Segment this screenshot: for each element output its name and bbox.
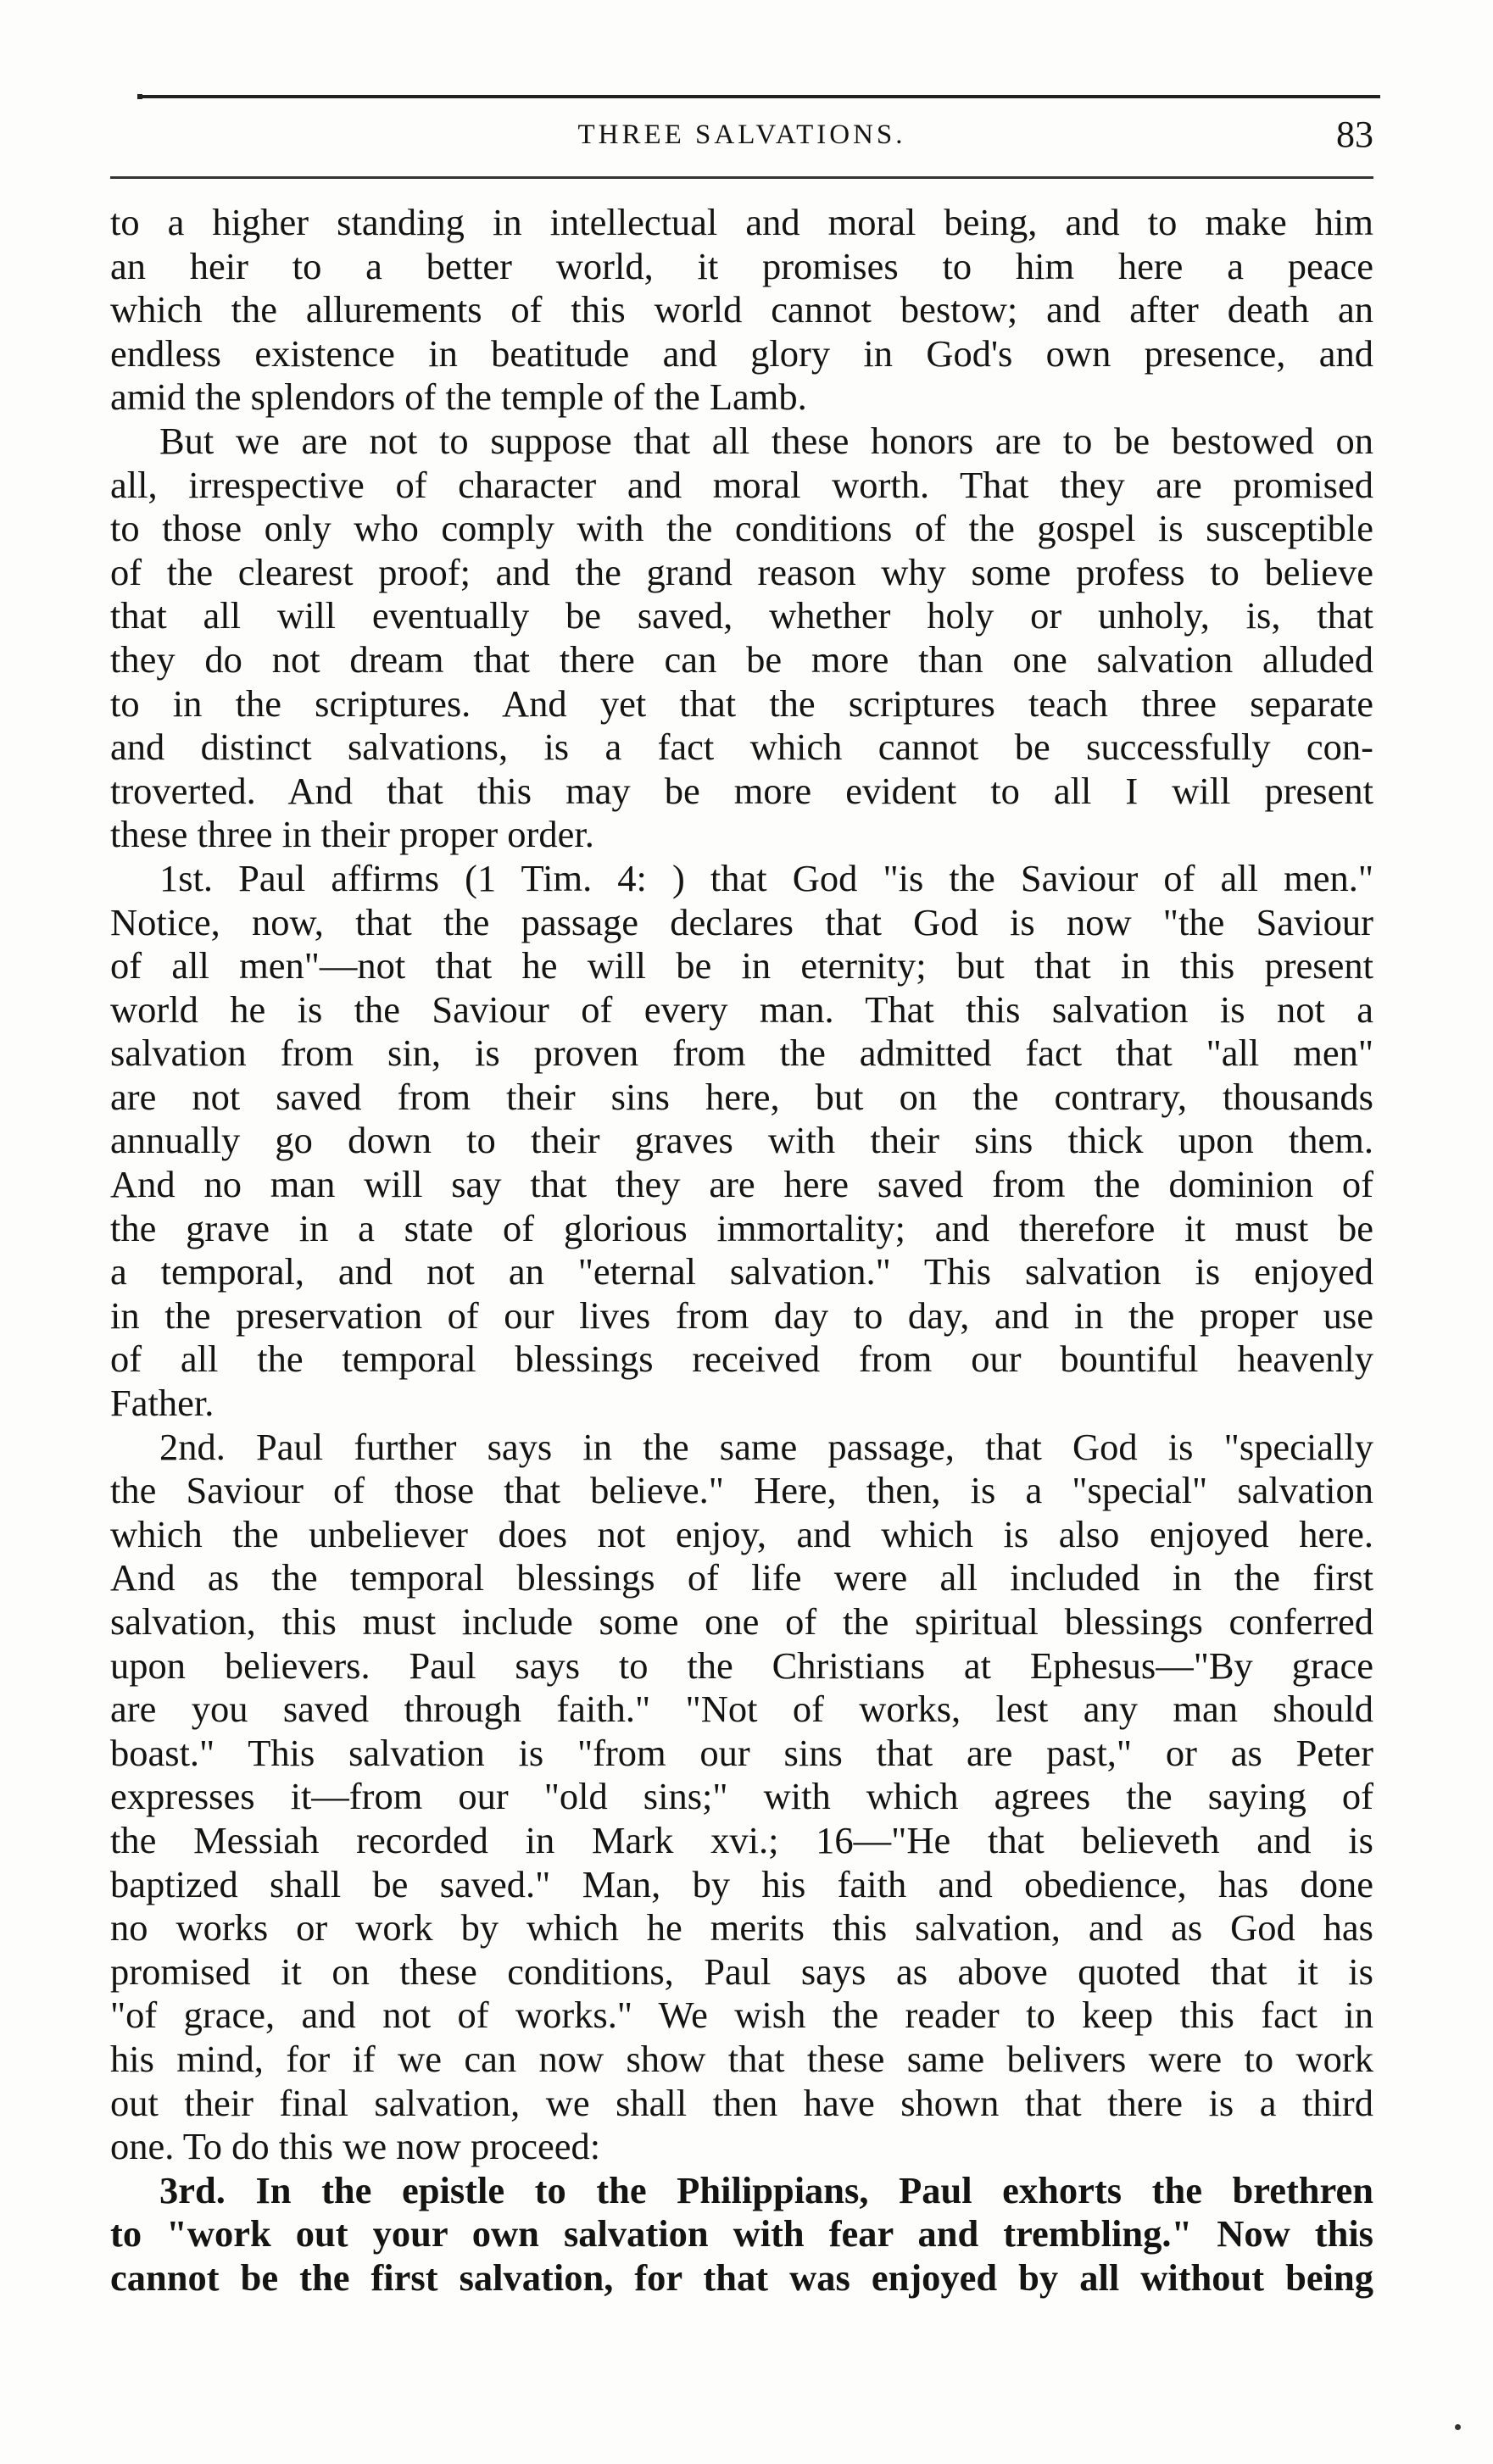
page-header [110,113,1373,164]
text-line: boast." This salvation is "from our sins that are past," or as Peter [110,1731,1373,1774]
text-line: a temporal, and not an "eternal salvation." This salvation is enjoyed [110,1250,1373,1293]
text-line: promised it on these conditions, Paul says as above quoted that it is [110,1950,1373,1993]
text-line: to in the scriptures. And yet that the scriptures teach three separate [110,681,1373,725]
text-line: that all will eventually be saved, whether holy or unholy, is, that [110,594,1373,637]
text-line: the Saviour of those that believe." Here, then, is a "special" salvation [110,1469,1373,1512]
text-line: all, irrespective of character and moral worth. That they are promised [110,463,1373,506]
text-line: are you saved through faith." "Not of works, lest any man should [110,1688,1373,1731]
text-line: in the preservation of our lives from day to day, and in the proper use [110,1293,1373,1337]
text-line: But we are not to suppose that all these honors are to be bestowed on [159,419,1373,462]
text-line: "of grace, and not of works." We wish the reader to keep this fact in [110,1994,1373,2037]
text-line: amid the splendors of the temple of the Lamb. [110,375,807,419]
text-line: of all men"—not that he will be in eternity; but that in this present [110,944,1373,987]
text-line: Notice, now, that the passage declares that God is now "the Saviour [110,900,1373,943]
text-line: which the allurements of this world cannot bestow; and after death an [110,288,1373,331]
text-line: to those only who comply with the conditions of the gospel is susceptible [110,507,1373,550]
text-line: they do not dream that there can be more than one salvation alluded [110,637,1373,681]
text-line: are not saved from their sins here, but on the contrary, thousands [110,1075,1373,1118]
text-line: of the clearest proof; and the grand reason why some profess to believe [110,550,1373,593]
text-line: 1st. Paul affirms (1 Tim. 4: ) that God "is the Saviour of all men." [159,856,1373,899]
text-line: And no man will say that they are here saved from the dominion of [110,1163,1373,1206]
top-rule [142,95,1380,98]
text-line: annually go down to their graves with their sins thick upon them. [110,1119,1373,1162]
page-number: 83 [1336,114,1373,155]
text-line: salvation, this must include some one of the spiritual blessings conferred [110,1600,1373,1643]
text-line: to "work out your own salvation with fear and trembling." Now this [110,2212,1373,2255]
text-line: cannot be the first salvation, for that was enjoyed by all without being [110,2255,1373,2299]
text-line: the grave in a state of glorious immortality; and therefore it must be [110,1206,1373,1249]
text-line: upon believers. Paul says to the Christians at Ephesus—"By grace [110,1644,1373,1687]
text-line: and distinct salvations, is a fact which cannot be successfully con- [110,726,1373,769]
text-line: salvation from sin, is proven from the admitted fact that "all men" [110,1032,1373,1075]
text-line: Father. [110,1382,214,1425]
text-line: his mind, for if we can now show that these same belivers were to work [110,2037,1373,2080]
text-line: an heir to a better world, it promises to him here a peace [110,244,1373,287]
text-line: expresses it—from our "old sins;" with which agrees the saying of [110,1775,1373,1818]
text-line: the Messiah recorded in Mark xvi.; 16—"He that believeth and is [110,1818,1373,1861]
body-text [110,201,1373,2300]
header-rule [110,176,1373,179]
text-line: to a higher standing in intellectual and moral being, and to make him [110,201,1373,243]
text-line: And as the temporal blessings of life were all included in the first [110,1556,1373,1599]
print-mark [1455,2424,1461,2430]
text-line: these three in their proper order. [110,813,594,856]
text-line: no works or work by which he merits this salvation, and as God has [110,1906,1373,1950]
text-line: 2nd. Paul further says in the same passage, that God is "specially [159,1425,1373,1468]
text-line: world he is the Saviour of every man. That this salvation is not a [110,987,1373,1031]
text-line: out their final salvation, we shall then have shown that there is a third [110,2081,1373,2124]
text-line: of all the temporal blessings received from our bountiful heavenly [110,1338,1373,1381]
running-head: THREE SALVATIONS. [577,120,906,150]
text-line: baptized shall be saved." Man, by his faith and obedience, has done [110,1862,1373,1905]
text-line: troverted. And that this may be more evident to all I will present [110,769,1373,812]
text-line: 3rd. In the epistle to the Philippians, Paul exhorts the brethren [159,2168,1373,2211]
text-line: which the unbeliever does not enjoy, and which is also enjoyed here. [110,1512,1373,1555]
text-line: one. To do this we now proceed: [110,2125,601,2168]
text-line: endless existence in beatitude and glory in God's own presence, and [110,331,1373,375]
